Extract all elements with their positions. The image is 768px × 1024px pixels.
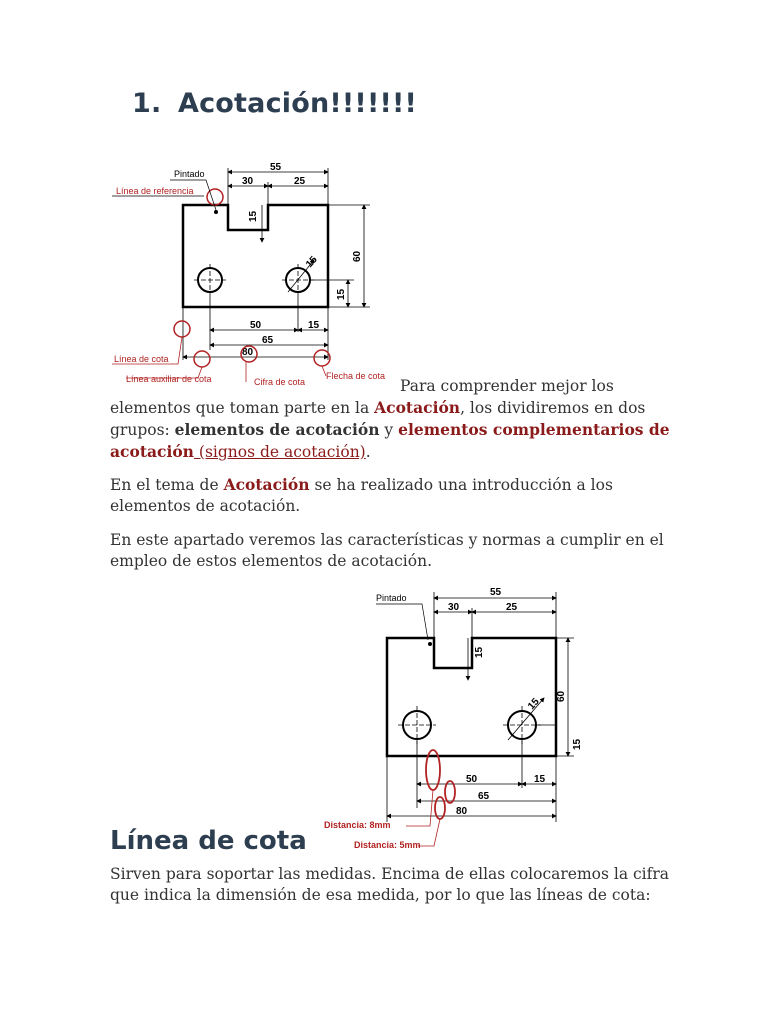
- dim-25: 25: [294, 176, 306, 187]
- dim-30: 30: [242, 176, 254, 187]
- dim2-25: 25: [506, 602, 518, 613]
- heading-text: Acotación!!!!!!!: [178, 88, 418, 119]
- dim-65: 65: [262, 335, 274, 346]
- dim2-15-right: 15: [572, 738, 583, 750]
- paragraph-tema: [110, 474, 670, 517]
- para1-text-2: , los dividiremos en dos grupos:: [110, 399, 646, 439]
- label-distancia-8: Distancia: 8mm: [324, 820, 391, 830]
- dim2-15-bottom: 15: [534, 774, 546, 785]
- dim2-15-notch: 15: [474, 646, 485, 658]
- para1-text-4: .: [365, 443, 371, 461]
- heading-number: 1.: [132, 88, 162, 119]
- figure-distancias: [322, 582, 583, 854]
- dim-80: 80: [242, 347, 254, 358]
- dim-15-notch: 15: [248, 210, 259, 222]
- dim-60: 60: [352, 250, 363, 262]
- dim2-80: 80: [456, 806, 468, 817]
- para1-text-1: Para comprender mejor los elementos que toman parte en la: [110, 377, 614, 417]
- paragraph-linea-cota: Sirven para soportar las medidas. Encima de ellas colocaremos la cifra que indica la dimensión de esa medida, por lo que las líneas de cota:: [110, 865, 670, 904]
- para1-text-3: y: [379, 421, 399, 439]
- label-pintado: Pintado: [174, 169, 205, 179]
- label-linea-referencia: Línea de referencia: [116, 186, 194, 196]
- dim2-60: 60: [556, 690, 567, 702]
- paragraph-intro: [110, 376, 670, 463]
- dim2-15-diag: 15: [526, 696, 542, 713]
- dim-50: 50: [250, 320, 262, 331]
- label-flecha-cota: Flecha de cota: [326, 371, 386, 381]
- dim2-65: 65: [478, 791, 490, 802]
- link-signos-acotacion[interactable]: (signos de acotación): [193, 443, 366, 461]
- label-linea-cota: Línea de cota: [114, 354, 169, 364]
- figure-acotacion-elements: [108, 160, 400, 392]
- dim-15-bottom: 15: [308, 320, 320, 331]
- para1-acotacion: Acotación: [374, 398, 461, 417]
- dim2-30: 30: [448, 602, 460, 613]
- page-heading: [132, 88, 417, 119]
- dim-55: 55: [270, 162, 282, 173]
- label2-pintado: Pintado: [376, 593, 407, 603]
- para1-elementos: elementos de acotación: [174, 420, 380, 439]
- paragraph-apartado: En este apartado veremos las características y normas a cumplir en el empleo de estos elementos de acotación.: [110, 531, 664, 570]
- label-linea-auxiliar: Línea auxiliar de cota: [126, 374, 212, 384]
- para1-complementarios: elementos complementarios de acotación: [110, 420, 670, 461]
- para2-text-1: En el tema de: [110, 476, 224, 494]
- dim-15-right: 15: [336, 288, 347, 300]
- label-cifra-cota: Cifra de cota: [254, 377, 306, 387]
- para2-text-2: se ha realizado una introducción a los elementos de acotación.: [110, 476, 613, 515]
- dim2-50: 50: [466, 774, 478, 785]
- label-distancia-5: Distancia: 5mm: [354, 840, 421, 850]
- dim2-55: 55: [490, 587, 502, 598]
- dim-15-diag: 15: [304, 254, 320, 271]
- section-title: Línea de cota: [110, 826, 307, 856]
- para2-acotacion: Acotación: [223, 475, 310, 494]
